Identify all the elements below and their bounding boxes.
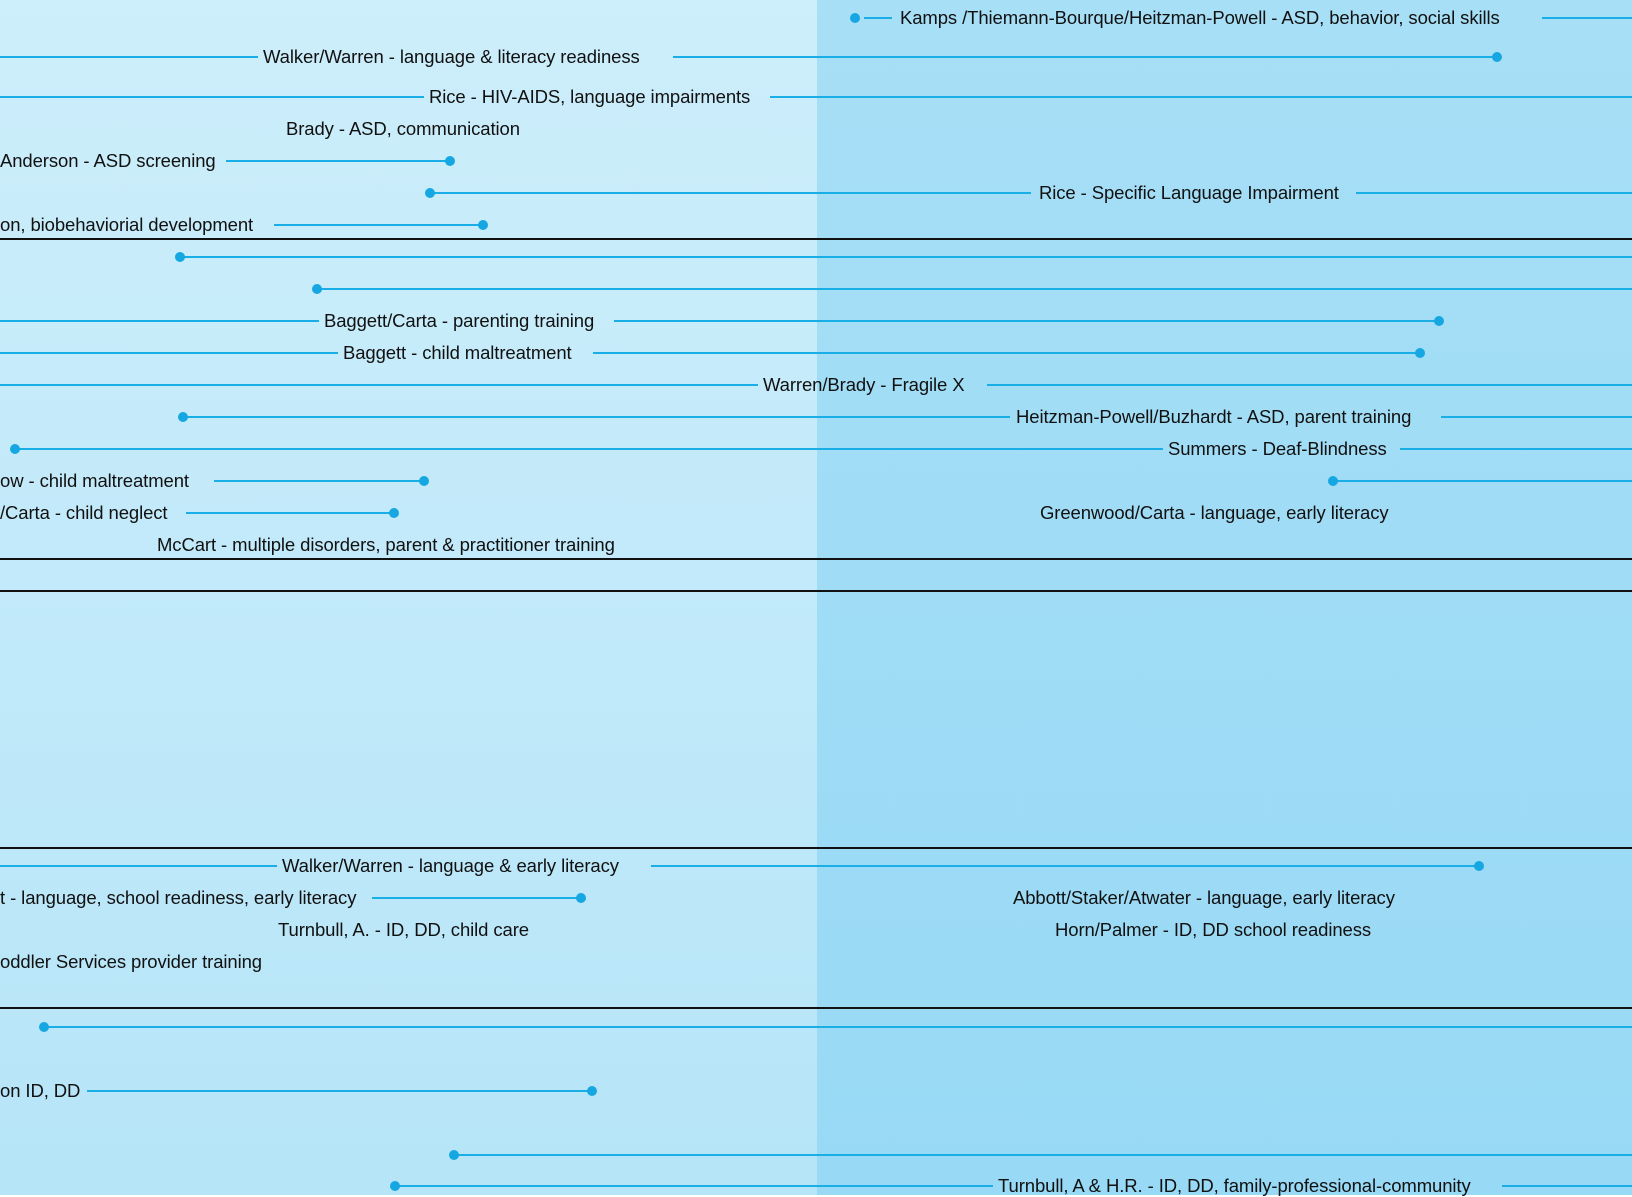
label-walker-warren-early: Walker/Warren - language & early literacy [282, 855, 619, 876]
endpoint-dot-3 [445, 156, 455, 166]
label-biobehavioral: on, biobehaviorial development [0, 214, 254, 235]
label-brady-asd: Brady - ASD, communication [286, 118, 520, 139]
endpoint-dot-1 [850, 13, 860, 23]
label-warren-brady-fragile: Warren/Brady - Fragile X [763, 374, 965, 395]
endpoint-dot-14 [389, 508, 399, 518]
label-mccart: McCart - multiple disorders, parent & practitioner training [157, 534, 615, 555]
label-greenwood-carta: Greenwood/Carta - language, early literacy [1040, 502, 1389, 523]
endpoint-dot-5 [478, 220, 488, 230]
connector-lines [0, 18, 1632, 1186]
endpoint-dot-4 [425, 188, 435, 198]
label-abbott: Abbott/Staker/Atwater - language, early literacy [1013, 887, 1395, 908]
endpoint-dot-2 [1492, 52, 1502, 62]
endpoint-dot-20 [390, 1181, 400, 1191]
endpoint-dot-10 [178, 412, 188, 422]
label-walker-warren-readiness: Walker/Warren - language & literacy readiness [263, 46, 640, 67]
label-baggett-maltreatment: Baggett - child maltreatment [343, 342, 572, 363]
label-toddler: oddler Services provider training [0, 951, 262, 972]
endpoint-dot-18 [587, 1086, 597, 1096]
label-anderson-asd: Anderson - ASD screening [0, 150, 216, 171]
label-summers-deaf: Summers - Deaf-Blindness [1168, 438, 1387, 459]
endpoint-dot-16 [576, 893, 586, 903]
label-rice-hiv: Rice - HIV-AIDS, language impairments [429, 86, 751, 107]
label-on-id-dd: on ID, DD [0, 1080, 81, 1101]
endpoint-dot-17 [39, 1022, 49, 1032]
label-kamps: Kamps /Thiemann-Bourque/Heitzman-Powell - ASD, behavior, social skills [900, 7, 1500, 28]
label-turnbull-ahr: Turnbull, A & H.R. - ID, DD, family-professional-community [998, 1175, 1471, 1196]
endpoint-dot-15 [1474, 861, 1484, 871]
endpoint-dot-9 [1415, 348, 1425, 358]
endpoint-dot-12 [419, 476, 429, 486]
label-horn-palmer: Horn/Palmer - ID, DD school readiness [1055, 919, 1372, 940]
label-ow-maltreatment: ow - child maltreatment [0, 470, 189, 491]
label-t-language: t - language, school readiness, early literacy [0, 887, 357, 908]
endpoint-dot-19 [449, 1150, 459, 1160]
endpoint-dot-11 [10, 444, 20, 454]
endpoint-dot-6 [175, 252, 185, 262]
label-carta-neglect: /Carta - child neglect [0, 502, 168, 523]
endpoint-dot-13 [1328, 476, 1338, 486]
label-heitzman-buzhardt: Heitzman-Powell/Buzhardt - ASD, parent training [1016, 406, 1412, 427]
endpoint-dot-8 [1434, 316, 1444, 326]
label-rice-sli: Rice - Specific Language Impairment [1039, 182, 1339, 203]
label-baggett-carta-parenting: Baggett/Carta - parenting training [324, 310, 595, 331]
label-turnbull-a: Turnbull, A. - ID, DD, child care [278, 919, 529, 940]
endpoint-dot-7 [312, 284, 322, 294]
